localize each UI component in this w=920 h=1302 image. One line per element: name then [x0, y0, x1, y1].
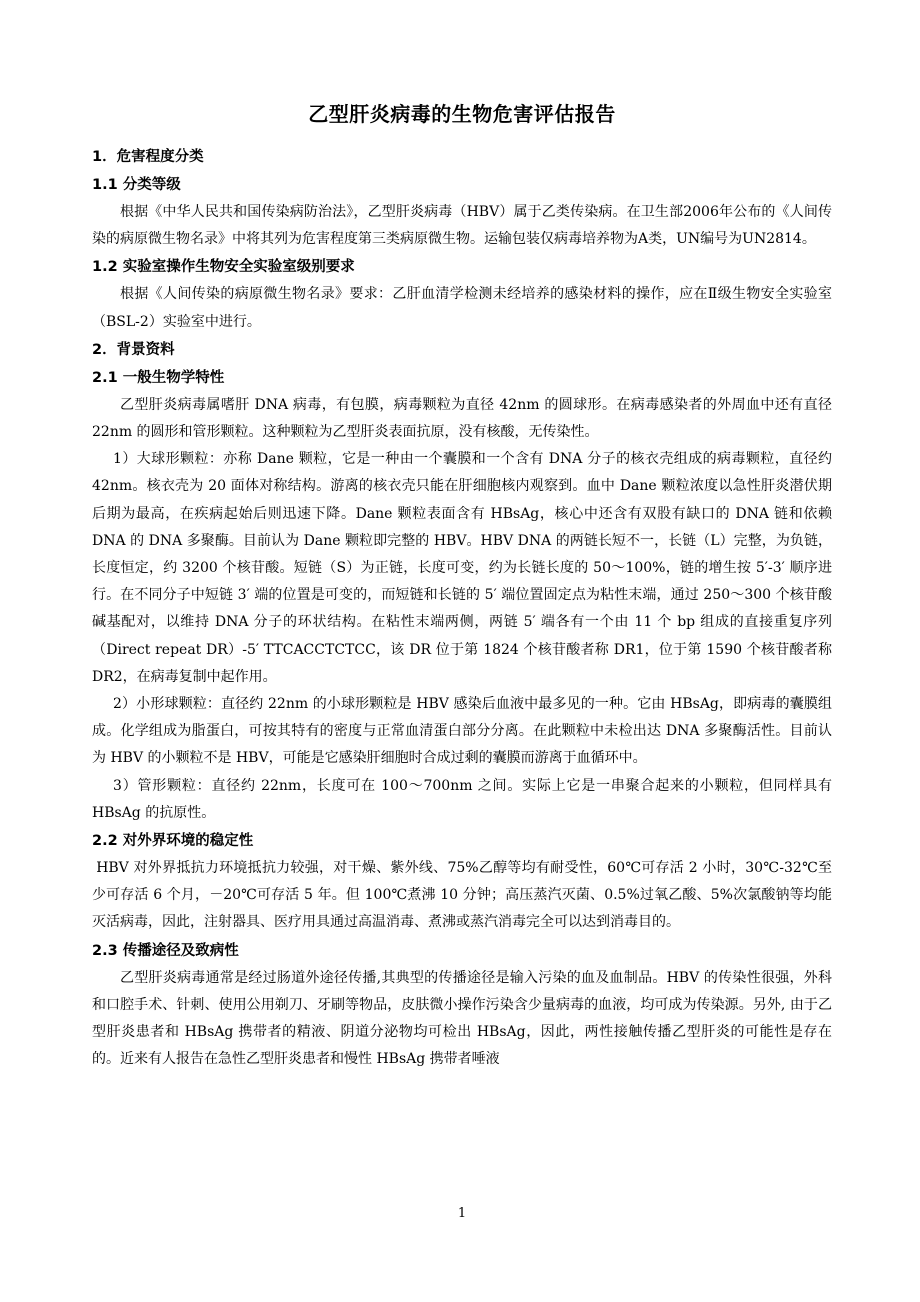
section-1-2-heading: 1.2 实验室操作生物安全实验室级别要求: [92, 259, 355, 276]
section-1-heading: 1．危害程度分类: [92, 149, 204, 165]
page-number: 1: [457, 1206, 467, 1221]
small-spherical-particle-paragraph: 2）小形球颗粒：直径约 22nm 的小球形颗粒是 HBV 感染后血液中最多见的一种。它由 HBsAg，即病毒的囊膜组成。化学组成为脂蛋白，可按其特有的密度与正常血清蛋白部分分离。在此颗粒中未检出达 DNA 多聚酶活性。目前认为 HBV 的小颗粒不是 HBV，可能是它感染肝细胞时合成过剩的囊膜而游离于血循环中。: [92, 696, 832, 767]
document-body: [92, 143, 832, 1073]
large-spherical-particle-paragraph: 1）大球形颗粒：亦称 Dane 颗粒，它是一种由一个囊膜和一个含有 DNA 分子的核衣壳组成的病毒颗粒，直径约 42nm。核衣壳为 20 面体对称结构。游离的核衣壳只能在肝细胞核内观察到。血中 Dane 颗粒浓度以急性肝炎潜伏期后期为最高，在疾病起始后则迅速下降。Dane 颗粒表面含有 HBsAg，核心中还含有双股有缺口的 DNA 链和依赖 DNA 的 DNA 多聚酶。目前认为 Dane 颗粒即完整的 HBV。HBV DNA 的两链长短不一，长链（L）完整，为负链，长度恒定，约 3200 个核苷酸。短链（S）为正链，长度可变，约为长链长度的 50～100%，链的增生按 5′-3′ 顺序进行。在不同分子中短链 3′ 端的位置是可变的，而短链和长链的 5′ 端位置固定点为粘性末端，通过 250～300 个核苷酸碱基配对，以维持 DNA 分子的环状结构。在粘性末端两侧，两链 5′ 端各有一个由 11 个 bp 组成的直接重复序列（Direct repeat DR）-5′ TTCACCTCTCC，该 DR 位于第 1824 个核苷酸者称 DR1，位于第 1590 个核苷酸者称 DR2，在病毒复制中起作用。: [92, 451, 832, 685]
section-2-3-paragraph: 乙型肝炎病毒通常是经过肠道外途径传播,其典型的传播途径是输入污染的血及血制品。HBV 的传染性很强，外科和口腔手术、针刺、使用公用剃刀、牙刷等物品，皮肤微小操作污染含少量病毒的血液，均可成为传染源。另外, 由于乙型肝炎患者和 HBsAg 携带者的精液、阴道分泌物均可检出 HBsAg，因此，两性接触传播乙型肝炎的可能性是存在的。近来有人报告在急性乙型肝炎患者和慢性 HBsAg 携带者唾液: [92, 969, 832, 1068]
section-2-2-paragraph: HBV 对外界抵抗力环境抵抗力较强，对干燥、紫外线、75%乙醇等均有耐受性，60℃可存活 2 小时，30℃-32℃至少可存活 6 个月，－20℃可存活 5 年。但 100℃煮沸 10 分钟；高压蒸汽灭菌、0.5%过氧乙酸、5%次氯酸钠等均能灭活病毒，因此，注射器具、医疗用具通过高温消毒、煮沸或蒸汽消毒完全可以达到消毒目的。: [92, 860, 832, 931]
section-1-2-paragraph: 根据《人间传染的病原微生物名录》要求：乙肝血清学检测未经培养的感染材料的操作，应在Ⅱ级生物安全实验室（BSL-2）实验室中进行。: [92, 286, 832, 330]
section-2-3-heading: 2.3 传播途径及致病性: [92, 942, 239, 959]
section-2-1-intro-paragraph: 乙型肝炎病毒属嗜肝 DNA 病毒，有包膜，病毒颗粒为直径 42nm 的圆球形。在病毒感染者的外周血中还有直径 22nm 的圆形和管形颗粒。这种颗粒为乙型肝炎表面抗原，没有核酸，无传染性。: [92, 396, 832, 441]
section-1-1-heading: 1.1 分类等级: [92, 177, 181, 193]
document-title: 乙型肝炎病毒的生物危害评估报告: [308, 102, 616, 126]
section-2-2-heading: 2.2 对外界环境的稳定性: [92, 833, 254, 850]
section-1-1-paragraph: 根据《中华人民共和国传染病防治法》，乙型肝炎病毒（HBV）属于乙类传染病。在卫生部2006年公布的《人间传染的病原微生物名录》中将其列为危害程度第三类病原微生物。运输包装仅病毒培养物为A类，UN编号为UN2814。: [92, 204, 832, 248]
section-2-1-heading: 2.1 一般生物学特性: [92, 369, 225, 386]
section-2-heading: 2．背景资料: [92, 341, 175, 358]
document-page: [92, 0, 832, 1302]
tubular-particle-paragraph: 3）管形颗粒：直径约 22nm，长度可在 100～700nm 之间。实际上它是一串聚合起来的小颗粒，但同样具有 HBsAg 的抗原性。: [92, 777, 832, 821]
